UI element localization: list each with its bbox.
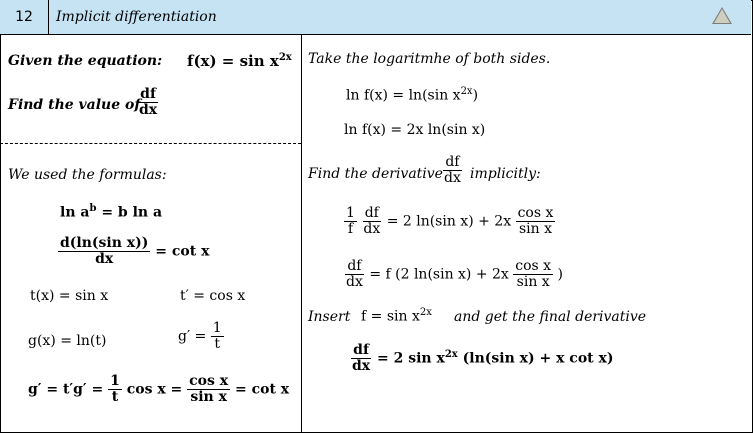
eq4-close: ) (557, 266, 564, 283)
card-title: Implicit differentiation (56, 9, 217, 25)
eq3-cd: sin x (518, 221, 552, 237)
find-fraction (137, 87, 159, 118)
insert-eq-exp: 2x (419, 307, 432, 318)
final-dx: dx (352, 358, 371, 374)
insert-tail: and get the final derivative (454, 309, 647, 325)
g-prime-den: t (214, 336, 221, 352)
formulas-label: We used the formulas: (8, 167, 167, 183)
g-prime-lhs: g′ = (178, 328, 207, 345)
chain-num1: 1 (110, 373, 120, 389)
deriv-den: dx (444, 170, 461, 186)
chain-rule-line (28, 374, 289, 405)
eq4-df: df (347, 258, 362, 274)
chain-den2: sin x (190, 389, 227, 405)
final-exp: 2x (444, 348, 458, 360)
insert-eq-text: f = sin x (361, 308, 420, 325)
chain-num2: cos x (189, 373, 229, 389)
f1-rhs: = b ln a (96, 204, 163, 221)
eq-ln-f (346, 86, 478, 104)
eq4-mid: = f (2 ln(sin x) + 2x (369, 266, 509, 283)
eq1-text: ln f(x) = ln(sin x (346, 87, 461, 104)
derivative-label: Find the derivative (308, 166, 443, 182)
eq3-dx: dx (363, 221, 381, 237)
eq-derivative-2 (344, 259, 563, 290)
given-eq-text: f(x) = sin x (187, 52, 279, 70)
chain-lhs: g′ = t′g′ = (28, 381, 104, 398)
eq3-mid: = 2 ln(sin x) + 2x (386, 213, 512, 230)
log-label: Take the logaritmhe of both sides. (308, 51, 551, 67)
eq4-cn: cos x (515, 258, 552, 274)
eq3-cn: cos x (517, 205, 554, 221)
card-header (0, 0, 751, 35)
chain-den1: t (111, 389, 119, 405)
eq4-dx: dx (346, 274, 363, 290)
t-prime: t′ = cos x (180, 288, 246, 304)
find-frac-den: dx (139, 102, 158, 118)
formula-log-power (60, 203, 162, 221)
final-derivative (350, 343, 613, 374)
f2-rhs: = cot x (155, 243, 210, 260)
insert-label: Insert (308, 309, 351, 325)
column-divider (301, 35, 302, 432)
f1-lhs: ln a (60, 204, 90, 221)
given-label: Given the equation: (8, 53, 163, 69)
final-tail: (ln(sin x) + x cot x) (457, 350, 614, 367)
collapse-triangle-icon[interactable] (712, 7, 732, 24)
final-df: df (353, 342, 369, 358)
eq3-f1n: 1 (346, 205, 355, 221)
eq3-f1d: f (347, 221, 354, 237)
g-definition: g(x) = ln(t) (28, 333, 107, 349)
formula-dln-sin (58, 236, 209, 267)
find-label: Find the value of (8, 97, 141, 113)
f2-den: dx (95, 251, 114, 267)
find-frac-num: df (140, 86, 156, 102)
eq3-df: df (364, 205, 379, 221)
given-equation (187, 52, 292, 70)
eq-derivative-1 (344, 206, 555, 237)
t-definition: t(x) = sin x (30, 288, 109, 304)
derivative-fraction (442, 155, 463, 186)
f1-exp: b (89, 203, 97, 214)
g-prime-num: 1 (212, 320, 222, 336)
implicitly-label: implicitly: (470, 166, 541, 182)
eq-ln-f-2x: ln f(x) = 2x ln(sin x) (344, 122, 486, 138)
chain-mid: cos x = (126, 381, 183, 398)
eq1-close: ) (472, 87, 479, 104)
card-number: 12 (0, 0, 49, 34)
insert-equation (361, 307, 432, 325)
g-prime (178, 321, 224, 352)
eq1-exp: 2x (460, 86, 473, 97)
eq4-cd: sin x (516, 274, 550, 290)
chain-rhs: = cot x (235, 381, 290, 398)
f2-num: d(ln(sin x)) (60, 235, 149, 251)
deriv-num: df (445, 154, 460, 170)
given-eq-exp: 2x (278, 52, 292, 63)
section-divider (0, 143, 301, 144)
final-mid: = 2 sin x (377, 350, 445, 367)
